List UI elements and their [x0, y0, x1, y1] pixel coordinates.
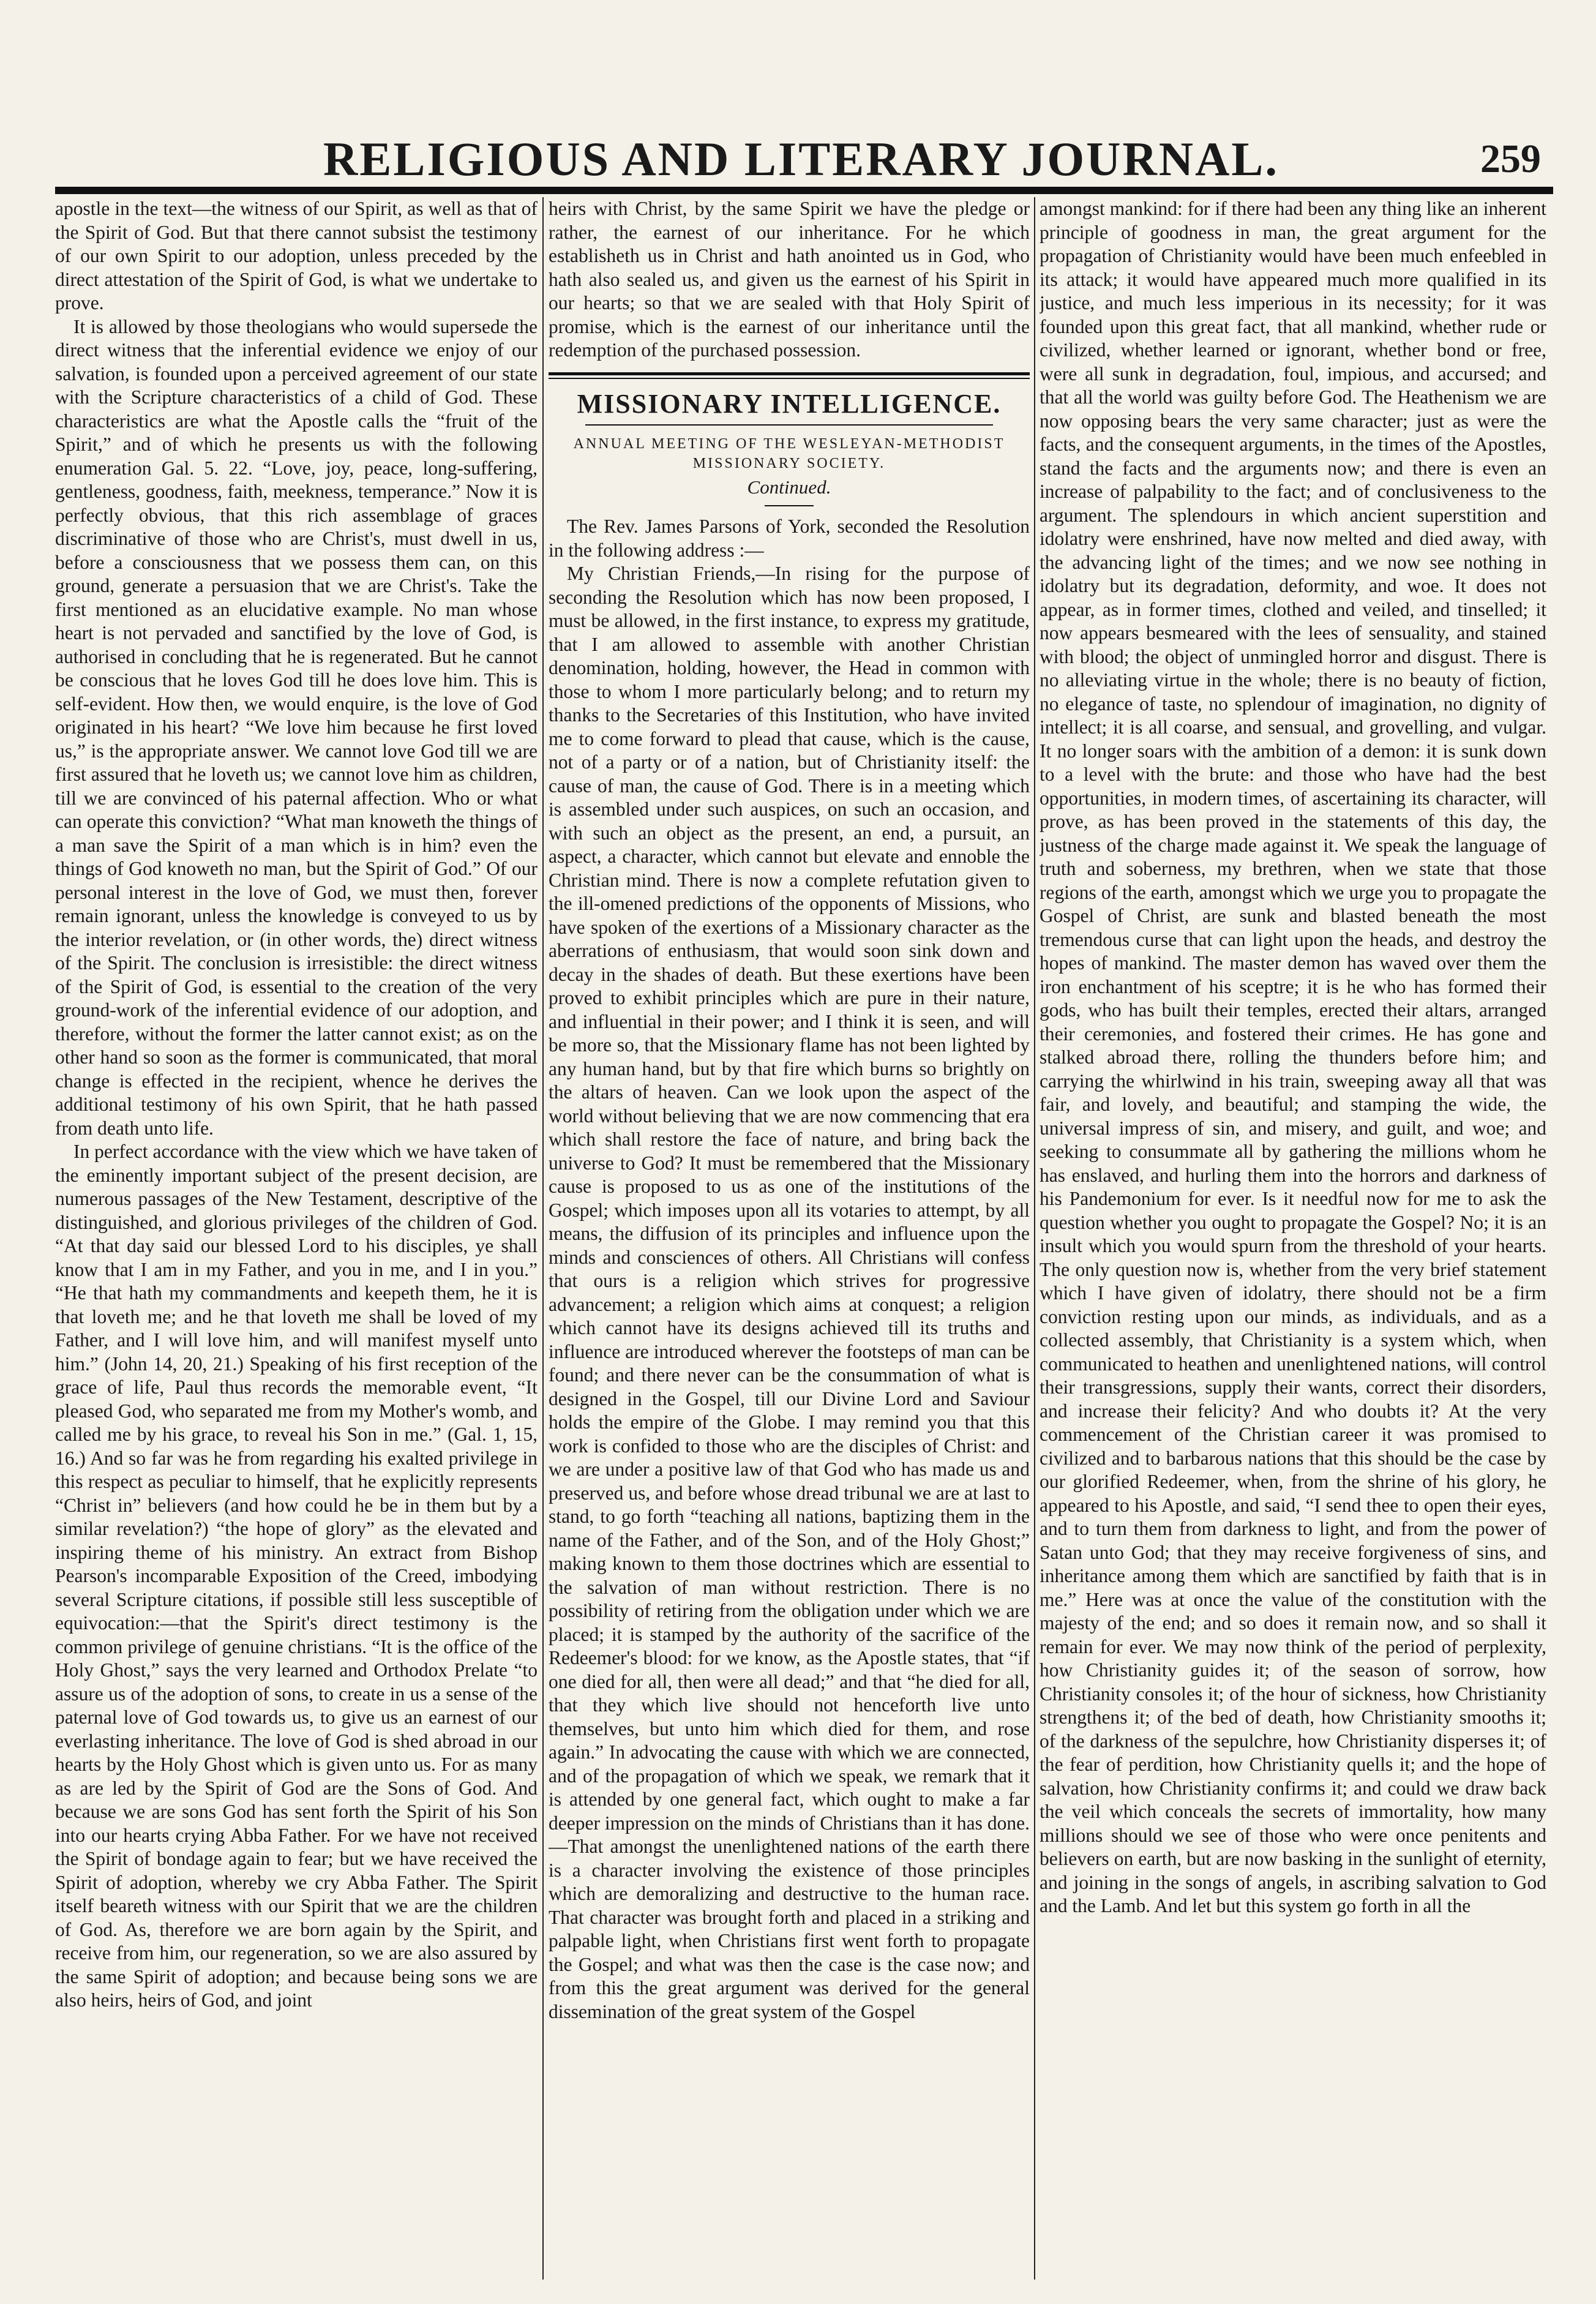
paragraph: amongst mankind: for if there had been any thing like an inherent principle of goodness in man, the great argument for the propagation of Christianity would have been much enfeebled in its attack; it would have appeared much more qualified in its justice, and much less imperious in its necessity; for it was founded upon this great fact, that all mankind, whether rude or civilized, whether learned or ignorant, whether bond or free, were all sunk in degradation, foul, impious, and accursed; and that all the world was guilty before God. The Heathenism we are now opposing bears the very same character; just as were the facts, and the consequent arguments, in the times of the Apostles, stand the facts and the arguments now; and there is even an increase of palpability to the fact; and of conclusiveness to the argument. The splendours in which ancient superstition and idolatry were enshrined, have now melted and died away, with the advancing light of the times; and we now see nothing in idolatry but its degradation, deformity, and woe. It does not appear, as in former times, clothed and veiled, and tinselled; it now appears besmeared with the lees of sensuality, and stained with blood; the object of unmingled horror and disgust. There is no alleviating virtue in the whole; there is no beauty of fiction, no elegance of taste, no splendour of imagination, no dignity of intellect; it is all coarse, and sensual, and grovelling, and vulgar. It no longer soars with the ambition of a demon: it is sunk down to a level with the brute: and those who have had the best opportunities, in modern times, of ascertaining its character, will prove, as has been proved in the statements of this day, the justness of the charge made against it. We speak the language of truth and soberness, my brethren, when we state that those regions of the earth, amongst which we urge you to propagate the Gospel of Christ, are sunk and blasted beneath the most tremendous curse that can light upon the heads, and destroy the hopes of mankind. The master demon has waved over them the iron enchantment of his sceptre; it is he who has formed their gods, who has built their temples, erected their altars, arranged their ceremonies, and fostered their crimes. He has gone and stalked abroad there, rolling the thunders before him; and carrying the whirlwind in his train, sweeping away all that was fair, and lovely, and beautiful; and stamping the wide, the universal impress of sin, and misery, and guilt, and woe; and seeking to consummate all by gathering the millions whom he has enslaved, and hurling them into the horrors and darkness of his Pandemonium for ever. Is it needful now for me to ask the question whether you ought to propagate the Gospel? No; it is an insult which you would spurn from the threshold of your hearts. The only question now is, whether from the very brief statement which I have given of idolatry, there should not be a firm conviction resting upon our minds, as individuals, and as a collected assembly, that Christianity is a system which, when communicated to heathen and unenlightened nations, will control their transgressions, supply their wants, correct their disorders, and increase their felicity? And who doubts it? At the very commencement of the Christian career it was promised to civilized and to barbarous nations that this should be the case by our glorified Redeemer, when, from the shrine of his glory, he appeared to his Apostle, and said, “I send thee to open their eyes, and to turn them from darkness to light, and from the power of Satan unto God; that they may receive forgiveness of sins, and inheritance among them which are sanctified by faith that is in me.” Here was at once the value of the constitution with the majesty of the end; and so does it remain now, and so shall it remain for ever. We may now think of the period of perplexity, how Christianity guides it; of the season of sorrow, how Christianity consoles it; of the hour of sickness, how Christianity strengthens it; of the bed of death, how Christianity smooths it; of the darkness of the sepulchre, how Christianity disperses it; of the fear of perdition, how Christianity quells it; and the hope of salvation, how Christianity confirms it; and could we draw back the veil which conceals the secrets of immortality, how many millions should we see of those who were once penitents and believers on earth, but are now basking in the sunlight of eternity, and joining in the songs of angels, in ascribing salvation to God and the Lamb. And let but this system go forth in all the: [1040, 198, 1546, 1916]
continued-label: Continued.: [747, 476, 831, 498]
journal-title: RELIGIOUS AND LITERARY JOURNAL.: [323, 132, 1279, 186]
paragraph: The Rev. James Parsons of York, seconded the Resolution in the following address :—: [549, 516, 1030, 561]
paragraph: apostle in the text—the witness of our Spirit, as well as that of the Spirit of God. But that there cannot subsist the testimony of our own Spirit to our adoption, unless preceded by the direct attestation of the Spirit of God, is what we undertake to prove.: [55, 198, 538, 313]
page-header: [55, 132, 1547, 193]
section-rule: [585, 424, 993, 426]
paragraph: It is allowed by those theologians who would supersede the direct witness that the inferential evidence we enjoy of our salvation, is founded upon a perceived agreement of our state with the Scripture characteristics of a child of God. These characteristics are what the Apostle calls the “fruit of the Spirit,” and of which he presents us with the following enumeration Gal. 5. 22. “Love, joy, peace, long-suffering, gentleness, goodness, faith, meekness, temperance.” Now it is perfectly obvious, that this rich assemblage of graces discriminative of those who are Christ's, must dwell in us, before a consciousness that we possess them can, on this ground, generate a persuasion that we are Christ's. Take the first mentioned as an elucidative example. No man whose heart is not pervaded and sanctified by the love of God, is authorised in concluding that he is regenerated. But he cannot be conscious that he loves God till he does love him. This is self-evident. How then, we would enquire, is the love of God originated in his heart? “We love him because he first loved us,” is the appropriate answer. We cannot love God till we are first assured that he loveth us; we cannot love him as children, till we are convinced of his paternal affection. Who or what can operate this conviction? “What man knoweth the things of a man save the Spirit of a man which is in him? even the things of God knoweth no man, but the Spirit of God.” Of our personal interest in the love of God, we must then, forever remain ignorant, unless the knowledge is conveyed to us by the interior revelation, or (in other words, the) direct witness of the Spirit. The conclusion is irresistible: the direct witness of the Spirit of God, is essential to the creation of the very ground-work of the inferential evidence of our adoption, and therefore, without the former the latter cannot exist; as on the other hand so soon as the former is communicated, that moral change is effected in the recipient, whence he derives the additional testimony of his own Spirit, that he hath passed from death unto life.: [55, 315, 538, 1139]
header-rule: [55, 187, 1553, 194]
column-right: [1040, 197, 1546, 2280]
article-subhead: ANNUAL MEETING OF THE WESLEYAN-METHODIST MISSIONARY SOCIETY.: [573, 435, 1005, 471]
short-rule: [765, 505, 814, 506]
paragraph: heirs with Christ, by the same Spirit we have the pledge or rather, the earnest of our inheritance. For he which establisheth us in Christ and hath anointed us in God, who hath also sealed us, and given us the earnest of his Spirit in our hearts; so that we are sealed with that Holy Spirit of promise, which is the earnest of our inheritance until the redemption of the purchased possession.: [549, 198, 1030, 361]
column-divider: [542, 197, 544, 2280]
column-left: [55, 197, 538, 2280]
column-middle: [549, 197, 1030, 2280]
page-number: 259: [1480, 137, 1541, 181]
paragraph: My Christian Friends,—In rising for the purpose of seconding the Resolution which has now been proposed, I must be allowed, in the first instance, to express my gratitude, that I am allowed to assemble with another Christian denomination, holding, however, the Head in common with those to whom I more particularly belong; and to return my thanks to the Secretaries of this Institution, who have invited me to come forward to plead that cause, which is the cause, not of a party or of a nation, but of Christianity itself: the cause of man, the cause of God. There is in a meeting which is assembled under such auspices, on such an occasion, and with such an object as the present, an end, a pursuit, an aspect, a character, which cannot but elevate and ennoble the Christian mind. There is now a complete refutation given to the ill-omened predictions of the opponents of Missions, who have spoken of the exertions of a Missionary character as the aberrations of enthusiasm, that would soon sink down and decay in the shades of death. But these exertions have been proved to exhibit principles which are pure in their nature, and influential in their power; and I think it is seen, and will be more so, that the Missionary flame has not been lighted by any human hand, but by that fire which burns so brightly on the altars of heaven. Can we look upon the aspect of the world without believing that we are now commencing that era which shall restore the face of nature, and bring back the universe to God? It must be remembered that the Missionary cause is proposed to us as one of the institutions of the Gospel; which imposes upon all its votaries to attempt, by all means, the diffusion of its principles and influence upon the minds and consciences of others. All Christians will confess that ours is a religion which strives for progressive advancement; a religion which aims at conquest; a religion which cannot have its designs achieved till its truths and influence are introduced wherever the footsteps of man can be found; and there never can be the consummation of what is designed in the Gospel, till our Divine Lord and Saviour holds the empire of the Globe. I may remind you that this work is confided to those who are the disciples of Christ: and we are under a positive law of that God who has made us and preserved us, and before whose dread tribunal we are at last to stand, to go forth “teaching all nations, baptizing them in the name of the Father, and of the Son, and of the Holy Ghost;” making known to them those doctrines which are essential to the salvation of man without restriction. There is no possibility of retiring from the obligation under which we are placed; it is stamped by the authority of the sacrifice of the Redeemer's blood: for we know, as the Apostle states, that “if one died for all, then were all dead;” and that “he died for all, that they which live should not henceforth live unto themselves, but unto him which died for them, and rose again.” In advocating the cause with which we are connected, and of the propagation of which we speak, we remark that it is attended by one general fact, which ought to make a far deeper impression on the minds of Christians than it has done.—That amongst the unenlightened nations of the earth there is a character involving the existence of those principles which are demoralizing and destructive to the human race. That character was brought forth and placed in a striking and palpable light, when Christians first went forth to propagate the Gospel; and what was then the case is the case now; and from this the great argument was derived for the general dissemination of the great system of the Gospel: [549, 563, 1030, 2022]
paragraph: In perfect accordance with the view which we have taken of the eminently important subject of the present decision, are numerous passages of the New Testament, descriptive of the distinguished, and glorious privileges of the children of God. “At that day said our blessed Lord to his disciples, ye shall know that I am in my Father, and you in me, and I in you.” “He that hath my commandments and keepeth them, he it is that loveth me; and he that loveth me shall be loved of my Father, and I will love him, and will manifest myself unto him.” (John 14, 20, 21.) Speaking of his first reception of the grace of life, Paul thus records the memorable event, “It pleased God, who separated me from my Mother's womb, and called me by his grace, to reveal his Son in me.” (Gal. 1, 15, 16.) And so far was he from regarding his exalted privilege in this respect as peculiar to himself, that he explicitly represents “Christ in” believers (and how could he be in them but by a similar revelation?) “the hope of glory” as the elevated and inspiring theme of his ministry. An extract from Bishop Pearson's incomparable Exposition of the Creed, imbodying several Scripture citations, if possible still less susceptible of equivocation:—that the Spirit's direct testimony is the common privilege of genuine christians. “It is the office of the Holy Ghost,” says the very learned and Orthodox Prelate “to assure us of the adoption of sons, to create in us a sense of the paternal love of God towards us, to give us an earnest of our everlasting inheritance. The love of God is shed abroad in our hearts by the Holy Ghost which is given unto us. For as many as are led by the Spirit of God are the Sons of God. And because we are sons God has sent forth the Spirit of his Son into our hearts crying Abba Father. For we have not received the Spirit of bondage again to fear; but we have received the Spirit of adoption, whereby we cry Abba Father. The Spirit itself beareth witness with our Spirit that we are the children of God. As, therefore we are born again by the Spirit, and receive from him, our regeneration, so we are also assured by the same Spirit of adoption; and because being sons we are also heirs, heirs of God, and joint: [55, 1141, 538, 2011]
section-title: MISSIONARY INTELLIGENCE.: [577, 388, 1002, 419]
section-rule: [549, 372, 1030, 379]
column-divider: [1034, 197, 1035, 2280]
text-columns: [55, 197, 1553, 2280]
